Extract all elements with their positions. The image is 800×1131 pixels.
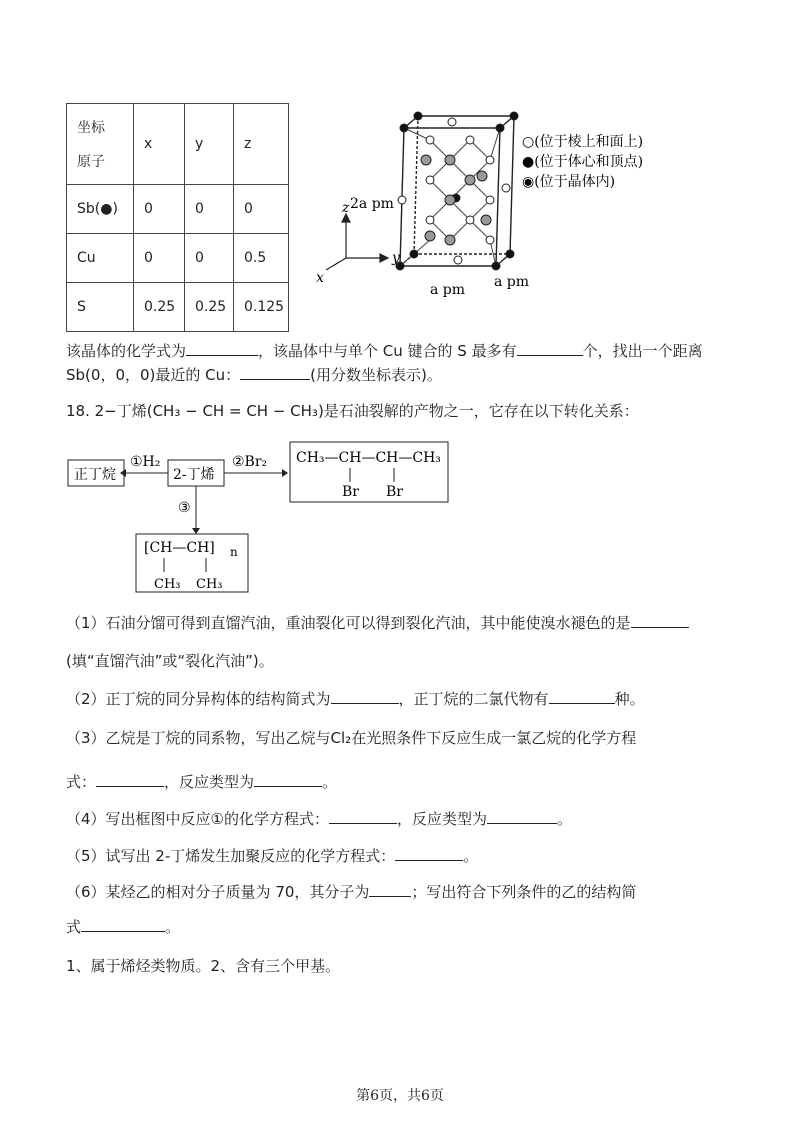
dibromo-chain: CH₃—CH—CH—CH₃ <box>296 450 441 466</box>
coordinate-table <box>66 103 289 332</box>
answer-blank <box>240 365 310 380</box>
value-cell: 0.5 <box>234 234 289 283</box>
q18-part3-line2: 式： ，反应类型为 。 <box>66 773 338 791</box>
atom-cell: Cu <box>67 234 134 283</box>
answer-blank <box>369 882 411 897</box>
value-cell: 0 <box>134 234 185 283</box>
answer-blank <box>395 846 463 861</box>
answer-blank <box>186 341 258 356</box>
table-row <box>67 283 289 332</box>
answer-blank <box>96 772 164 787</box>
q18-conditions: 1、属于烯烃类物质。2、含有三个甲基。 <box>66 957 341 975</box>
q18-part6-line2: 式 。 <box>66 918 181 936</box>
height-label: 2a pm <box>350 196 394 212</box>
answer-blank <box>487 809 557 824</box>
crystal-cell-diagram <box>310 110 690 310</box>
reaction-3-label: ③ <box>178 500 191 516</box>
answer-blank <box>549 689 615 704</box>
answer-blank <box>331 689 399 704</box>
col-y: y <box>185 104 234 185</box>
reaction-1-label: ①H₂ <box>130 454 161 470</box>
value-cell: 0.125 <box>234 283 289 332</box>
butane-label: 正丁烷 <box>74 467 116 483</box>
br-1: Br <box>342 484 359 500</box>
q18-part1-line1: （1）石油分馏可得到直馏汽油，重油裂化可以得到裂化汽油，其中能使溴水褪色的是 <box>66 612 689 633</box>
answer-blank <box>329 809 397 824</box>
legend-item-edge: ○(位于棱上和面上) <box>522 134 644 150</box>
q18-part3-line1: （3）乙烷是丁烷的同系物，写出乙烷与Cl₂在光照条件下反应生成一氯乙烷的化学方程 <box>66 729 637 747</box>
q17-line2: Sb(0，0，0)最近的 Cu： (用分数坐标表示)。 <box>66 366 442 384</box>
q18-part6-line1: （6）某烃乙的相对分子质量为 70，其分子为 ；写出符合下列条件的乙的结构简 <box>66 883 637 901</box>
polymer-chain: [CH—CH] <box>144 540 215 556</box>
value-cell: 0 <box>234 185 289 234</box>
table-row <box>67 234 289 283</box>
q18-part5: （5）试写出 2-丁烯发生加聚反应的化学方程式： 。 <box>66 847 479 865</box>
axis-x-label: x <box>316 270 324 286</box>
q18-part1-line2: (填“直馏汽油”或“裂化汽油”)。 <box>66 652 274 670</box>
legend-item-body: ●(位于体心和顶点) <box>522 154 644 170</box>
value-cell: 0 <box>185 185 234 234</box>
header-line1: 坐标 <box>77 120 105 136</box>
polymer-n: n <box>230 545 238 559</box>
header-line2: 原子 <box>77 154 105 170</box>
legend-item-inner: ◉(位于晶体内) <box>522 174 616 190</box>
methyl-1: CH₃ <box>154 577 181 592</box>
butene-label: 2-丁烯 <box>173 467 215 483</box>
page-footer: 第6页，共6页 <box>356 1088 444 1104</box>
value-cell: 0 <box>185 234 234 283</box>
col-x: x <box>134 104 185 185</box>
header-cell <box>67 104 134 185</box>
value-cell: 0.25 <box>134 283 185 332</box>
reaction-scheme <box>60 438 480 598</box>
atom-cell: Sb(●) <box>67 185 134 234</box>
answer-blank <box>254 772 322 787</box>
q18-intro: 18. 2−丁烯(CH₃ − CH = CH − CH₃)是石油裂解的产物之一，它存在以下转化关系： <box>66 402 639 420</box>
axis-z-label: z <box>342 200 350 216</box>
br-2: Br <box>386 484 403 500</box>
answer-blank <box>517 341 583 356</box>
width-label-2: a pm <box>494 274 530 290</box>
answer-blank <box>631 613 689 628</box>
q17-line1: 该晶体的化学式为 ，该晶体中与单个 Cu 键合的 S 最多有 个，找出一个距离 <box>66 342 703 360</box>
value-cell: 0.25 <box>185 283 234 332</box>
width-label-1: a pm <box>430 282 466 298</box>
reaction-2-label: ②Br₂ <box>232 454 268 470</box>
axis-y-label: y <box>392 250 400 266</box>
methyl-2: CH₃ <box>196 577 223 592</box>
table-row <box>67 185 289 234</box>
answer-blank <box>81 917 165 932</box>
value-cell: 0 <box>134 185 185 234</box>
q18-part4: （4）写出框图中反应①的化学方程式： ，反应类型为 。 <box>66 810 573 828</box>
atom-cell: S <box>67 283 134 332</box>
col-z: z <box>234 104 289 185</box>
q18-part2: （2）正丁烷的同分异构体的结构简式为 ，正丁烷的二氯代物有 种。 <box>66 690 645 708</box>
